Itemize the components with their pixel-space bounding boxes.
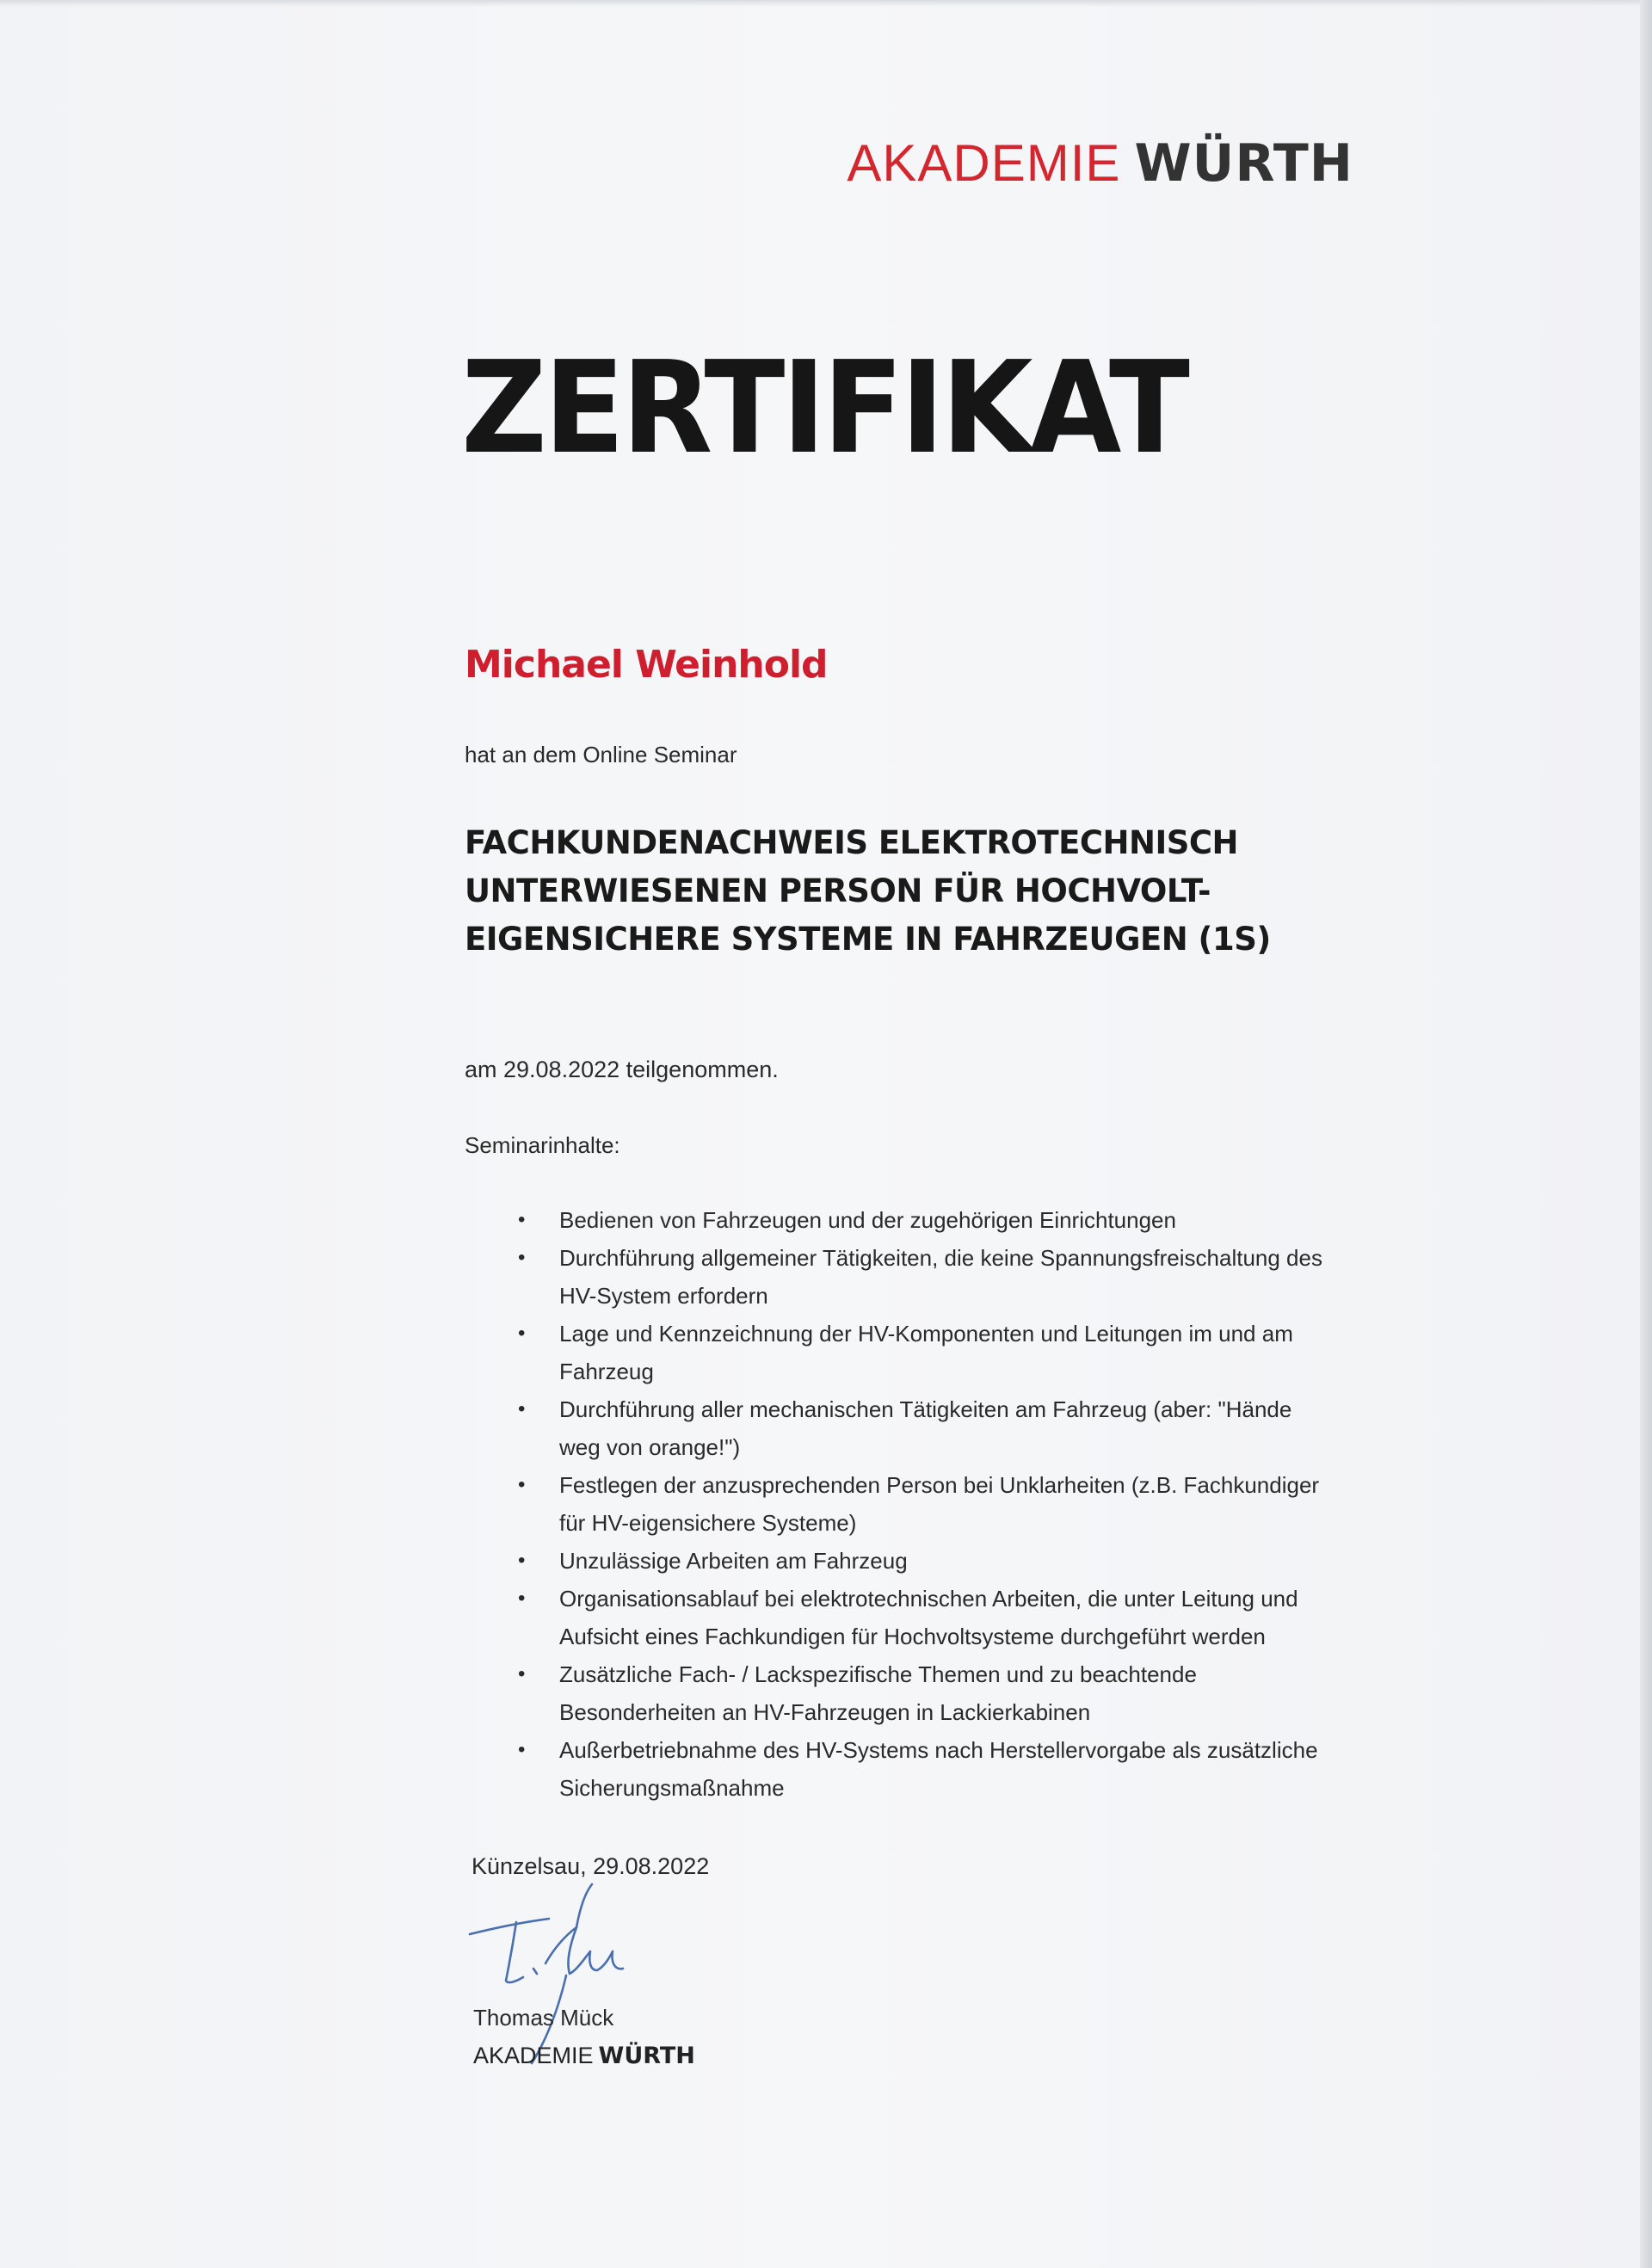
place-and-date: Künzelsau, 29.08.2022 (472, 1853, 710, 1879)
bullet-icon: • (518, 1662, 526, 1686)
bullet-icon: • (518, 1738, 526, 1761)
attendance-date-text: am 29.08.2022 teilgenommen. (465, 1057, 779, 1082)
signer-name: Thomas Mück (473, 2005, 614, 2031)
seminar-content-line: Sicherungsmaßnahme (559, 1775, 785, 1801)
seminar-content-item (515, 1542, 1375, 1580)
bullet-icon: • (518, 1473, 526, 1496)
seminar-content-line: Durchführung aller mechanischen Tätigkeiten am Fahrzeug (aber: "Hände (559, 1396, 1292, 1422)
seminar-content-line: weg von orange!") (559, 1434, 741, 1460)
seminar-content-line: Organisationsablauf bei elektrotechnischen Arbeiten, die unter Leitung und (559, 1586, 1298, 1612)
course-title-line: FACHKUNDENACHWEIS ELEKTROTECHNISCH (465, 824, 1239, 861)
bullet-icon: • (518, 1322, 526, 1345)
seminar-content-line: Bedienen von Fahrzeugen und der zugehörigen Einrichtungen (559, 1207, 1176, 1233)
intro-text: hat an dem Online Seminar (465, 742, 737, 767)
seminar-content-line: Festlegen der anzusprechenden Person bei Unklarheiten (z.B. Fachkundiger (559, 1472, 1320, 1498)
seminar-content-line: Unzulässige Arbeiten am Fahrzeug (559, 1548, 908, 1574)
course-title-line: EIGENSICHERE SYSTEME IN FAHRZEUGEN (1S) (465, 921, 1271, 958)
certificate-title: ZERTIFIKAT (461, 334, 1187, 482)
seminar-content-line: Besonderheiten an HV-Fahrzeugen in Lackierkabinen (559, 1699, 1091, 1725)
seminar-content-item (515, 1315, 1375, 1390)
logo-wurth-text: WÜRTH (1134, 133, 1353, 194)
course-title (465, 819, 1325, 964)
signer-org-wurth: WÜRTH (598, 2043, 695, 2069)
scan-edge-right (1640, 0, 1652, 2268)
bullet-icon: • (518, 1246, 526, 1269)
seminar-content-line: HV-System erfordern (559, 1283, 768, 1309)
logo-akademie-text: AKADEMIE (847, 134, 1121, 192)
seminar-content-item (515, 1390, 1375, 1466)
seminar-content-line: Lage und Kennzeichnung der HV-Komponenten und Leitungen im und am (559, 1321, 1293, 1347)
seminar-content-line: Zusätzliche Fach- / Lackspezifische Themen und zu beachtende (559, 1661, 1197, 1687)
bullet-icon: • (518, 1208, 526, 1231)
seminar-contents-list (515, 1201, 1375, 1807)
seminar-content-item (515, 1239, 1375, 1315)
seminar-content-item (515, 1201, 1375, 1239)
signer-org-akademie: AKADEMIE (473, 2043, 594, 2068)
scan-edge-top (0, 0, 1652, 7)
seminar-content-line: Außerbetriebnahme des HV-Systems nach Herstellervorgabe als zusätzliche (559, 1737, 1318, 1763)
bullet-icon: • (518, 1587, 526, 1610)
bullet-icon: • (518, 1397, 526, 1421)
course-title-line: UNTERWIESENEN PERSON FÜR HOCHVOLT- (465, 872, 1211, 909)
seminar-content-line: Aufsicht eines Fachkundigen für Hochvoltsysteme durchgeführt werden (559, 1624, 1266, 1649)
seminar-content-line: für HV-eigensichere Systeme) (559, 1510, 857, 1536)
seminar-contents-label: Seminarinhalte: (465, 1132, 620, 1158)
seminar-content-item (515, 1466, 1375, 1542)
seminar-content-item (515, 1731, 1375, 1807)
bullet-icon: • (518, 1549, 526, 1572)
signer-organization (473, 2043, 695, 2069)
seminar-content-line: Durchführung allgemeiner Tätigkeiten, die keine Spannungsfreischaltung des (559, 1245, 1322, 1271)
seminar-content-item (515, 1580, 1375, 1655)
recipient-name: Michael Weinhold (465, 643, 828, 687)
seminar-content-item (515, 1655, 1375, 1731)
seminar-content-line: Fahrzeug (559, 1359, 654, 1384)
akademie-wuerth-logo (847, 133, 1353, 194)
